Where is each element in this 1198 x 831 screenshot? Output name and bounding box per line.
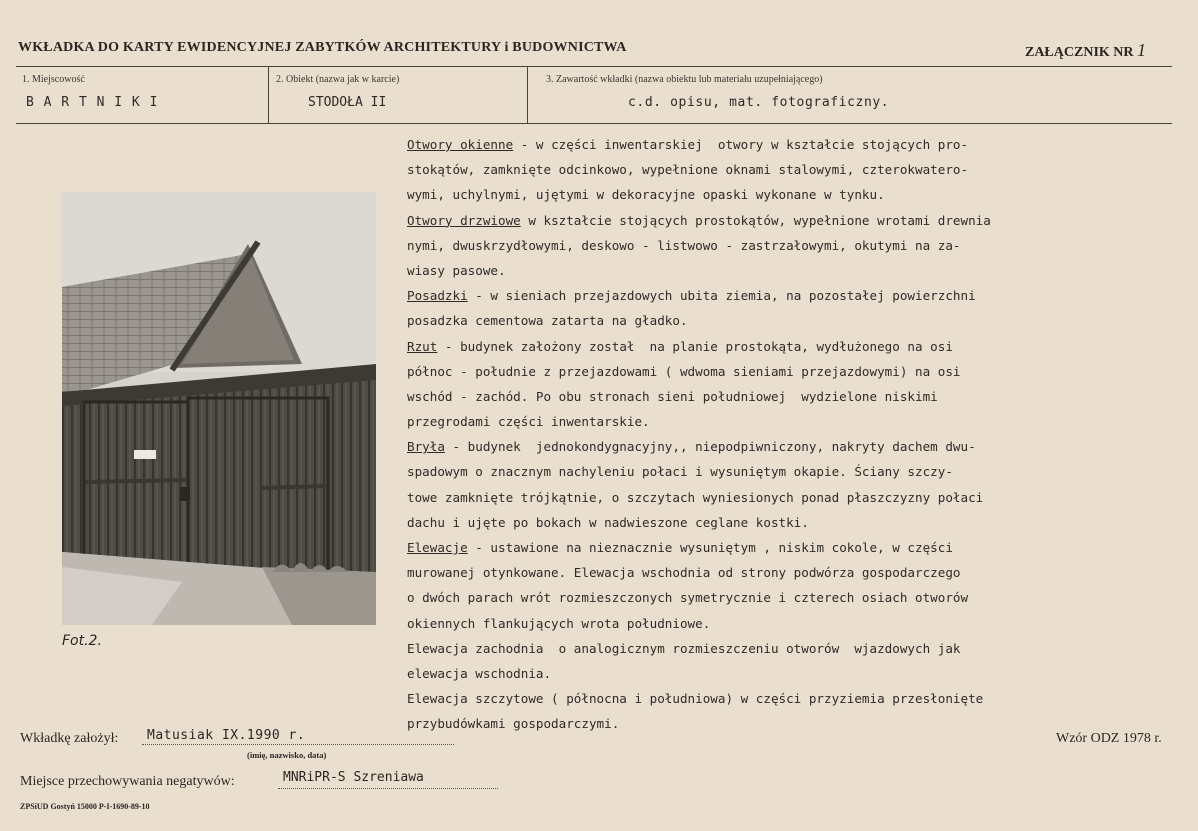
line-text: - ustawione na nieznacznie wysuniętym , niskim cokole, w części xyxy=(467,540,953,555)
barn-photo-image xyxy=(62,192,376,625)
line-text: przybudówkami gospodarczymi. xyxy=(407,716,620,732)
description-line xyxy=(407,359,1179,384)
line-text: dachu i ujęte po bokach w nadwieszone ceglane kostki. xyxy=(407,514,809,530)
field-1-value: B A R T N I K I xyxy=(26,95,159,110)
line-text: przegrodami części inwentarskie. xyxy=(407,414,650,430)
field-2-value: STODOŁA II xyxy=(308,95,387,110)
section-heading: Rzut xyxy=(407,338,438,354)
section-heading: Posadzki xyxy=(407,288,468,304)
description-line xyxy=(407,132,1179,157)
line-text: towe zamknięte trójkątnie, o szczytach wyniesionych ponad płaszczyzny połaci xyxy=(407,489,984,505)
description-line xyxy=(407,661,1179,686)
line-text: Elewacja szczytowe ( północna i południowa) w części przyziemia przesłonięte xyxy=(407,691,984,707)
description-line xyxy=(407,334,1179,359)
photo-caption: Fot.2. xyxy=(62,633,102,649)
line-text: stokątów, zamknięte odcinkowo, wypełnione oknami stalowymi, czterokwatero- xyxy=(407,162,969,178)
description-line xyxy=(407,258,1179,283)
line-text: elewacja wschodnia. xyxy=(407,665,552,681)
field-divider-1 xyxy=(268,66,269,123)
line-text: nymi, dwuskrzydłowymi, deskowo - listwowo - zastrzałowymi, okutymi na za- xyxy=(407,237,961,253)
attachment-label: ZAŁĄCZNIK NR xyxy=(1024,45,1134,60)
field-3-value: c.d. opisu, mat. fotograficzny. xyxy=(628,95,890,110)
description-line xyxy=(407,686,1179,711)
description-line xyxy=(407,434,1179,459)
description-line xyxy=(407,560,1179,585)
author-value: Matusiak IX.1990 r. xyxy=(147,728,306,743)
author-hint: (imię, nazwisko, data) xyxy=(247,750,327,760)
field-divider-2 xyxy=(527,66,528,123)
description-line xyxy=(407,233,1179,258)
description-line xyxy=(407,636,1179,661)
line-text: wschód - zachód. Po obu stronach sieni południowej wydzielone niskimi xyxy=(407,388,938,404)
form-pattern: Wzór ODZ 1978 r. xyxy=(1056,731,1162,746)
line-text: w kształcie stojących prostokątów, wypełnione wrotami drewnia xyxy=(520,212,991,228)
field-1-label: 1. Miejscowość xyxy=(22,74,85,85)
section-heading: Elewacje xyxy=(407,540,468,555)
description-line xyxy=(407,409,1179,434)
header-rule-bottom xyxy=(16,123,1172,124)
negatives-label: Miejsce przechowywania negatywów: xyxy=(20,774,235,789)
author-dotline xyxy=(142,744,454,745)
line-text: posadzka cementowa zatarta na gładko. xyxy=(407,313,688,329)
section-heading: Otwory drzwiowe xyxy=(407,212,521,228)
field-2-label: 2. Obiekt (nazwa jak w karcie) xyxy=(276,74,400,85)
header-rule-top xyxy=(16,66,1172,67)
description-line xyxy=(407,485,1179,510)
line-text: północ - południe z przejazdowami ( wdwoma sieniami przejazdowymi) na osi xyxy=(407,363,961,379)
section-heading: Bryła xyxy=(407,439,445,455)
description-line xyxy=(407,182,1179,207)
description-line xyxy=(407,510,1179,535)
attachment-number xyxy=(1025,40,1146,61)
description-line xyxy=(407,384,1179,409)
barn-photo xyxy=(62,192,376,625)
description-line xyxy=(407,308,1179,333)
line-text: - w części inwentarskiej otwory w kształcie stojących pro- xyxy=(513,137,969,152)
line-text: wymi, uchylnymi, ujętymi w dekoracyjne opaski wykonane w tynku. xyxy=(407,187,885,203)
description-line xyxy=(407,585,1179,610)
author-label: Wkładkę założył: xyxy=(20,731,119,746)
line-text: - budynek założony został na planie prostokąta, wydłużonego na osi xyxy=(437,338,953,354)
description-line xyxy=(407,157,1179,182)
line-text: - w sieniach przejazdowych ubita ziemia, na pozostałej powierzchni xyxy=(467,288,976,304)
line-text: - budynek jednokondygnacyjny,, niepodpiwniczony, nakryty dachem dwu- xyxy=(444,439,976,455)
line-text: o dwóch parach wrót rozmieszczonych symetrycznie i czterech osiach otworów xyxy=(407,590,969,606)
section-heading: Otwory okienne xyxy=(407,137,514,152)
form-title: WKŁADKA DO KARTY EWIDENCYJNEJ ZABYTKÓW ARCHITEKTURY i BUDOWNICTWA xyxy=(18,40,627,55)
line-text: Elewacja zachodnia o analogicznym rozmieszczeniu otworów wjazdowych jak xyxy=(407,640,961,656)
description-line xyxy=(407,283,1179,308)
negatives-dotline xyxy=(278,788,498,789)
field-3-label: 3. Zawartość wkładki (nazwa obiektu lub materiału uzupełniającego) xyxy=(546,74,823,85)
description-text xyxy=(407,132,1179,737)
attachment-number-value: 1 xyxy=(1137,40,1146,60)
description-line xyxy=(407,208,1179,233)
negatives-value: MNRiPR-S Szreniawa xyxy=(283,770,424,785)
line-text: murowanej otynkowane. Elewacja wschodnia od strony podwórza gospodarczego xyxy=(407,565,961,581)
line-text: wiasy pasowe. xyxy=(407,262,506,278)
description-line xyxy=(407,611,1179,636)
line-text: spadowym o znacznym nachyleniu połaci i wysuniętym okapie. Ściany szczy- xyxy=(407,464,953,480)
description-line xyxy=(407,459,1179,484)
description-line xyxy=(407,535,1179,560)
print-info: ZPSiUD Gostyń 15000 P-I-1690-89-10 xyxy=(20,802,150,811)
line-text: okiennych flankujących wrota południowe. xyxy=(407,615,711,631)
